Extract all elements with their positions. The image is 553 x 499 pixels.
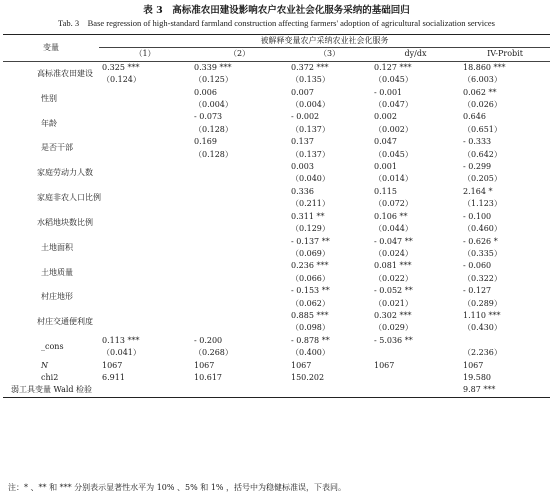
table-title-cn: 表 3 高标准农田建设影响农户农业社会化服务采纳的基础回归 (143, 5, 410, 16)
std-error-cell: （0.045） (374, 149, 413, 159)
std-error-cell: （0.129） (291, 224, 330, 234)
coefficient-cell: 0.003 (291, 162, 314, 172)
coefficient-cell: 0.302 *** (374, 310, 412, 320)
variable-name: 村庄地形 (41, 292, 73, 302)
table-row (3, 384, 550, 397)
coefficient-cell: - 0.052 ** (374, 286, 413, 296)
coefficient-cell: - 0.153 ** (291, 286, 330, 296)
table-row (3, 285, 550, 297)
std-error-cell: （0.045） (374, 75, 413, 85)
coefficient-cell: - 0.002 (291, 112, 320, 122)
std-error-cell: （0.022） (374, 273, 413, 283)
variable-name: 年龄 (41, 118, 57, 128)
statistic-name: 弱工具变量 Wald 检验 (3, 384, 99, 397)
std-error-cell: （0.066） (291, 273, 330, 283)
statistic-name: chi2 (41, 372, 59, 382)
statistic-cell: 1067 (374, 360, 395, 370)
coefficient-cell: - 0.878 ** (291, 335, 330, 345)
std-error-cell: （0.044） (374, 224, 413, 234)
coefficient-cell (191, 211, 288, 223)
coefficient-cell (191, 186, 288, 198)
coefficient-cell (99, 310, 191, 322)
table-row (3, 335, 550, 347)
coefficient-cell (191, 236, 288, 248)
statistic-cell (371, 372, 460, 384)
std-error-cell: （0.124） (102, 75, 141, 85)
coefficient-cell: 0.001 (374, 162, 397, 172)
coefficient-cell: - 0.127 (463, 286, 492, 296)
std-error-cell: （0.024） (374, 248, 413, 258)
coefficient-cell: 0.127 *** (374, 62, 412, 72)
coefficient-cell (191, 310, 288, 322)
std-error-cell (99, 198, 191, 210)
std-error-cell (371, 347, 460, 359)
table-title-en: Tab. 3 Base regression of high-standard farmland construction affecting farmers' adoption of agricultural socialization services (58, 18, 495, 28)
table-row (3, 186, 550, 198)
coefficient-cell: - 0.047 ** (374, 236, 413, 246)
coefficient-cell (191, 260, 288, 272)
coefficient-cell (191, 285, 288, 297)
coefficient-cell: - 0.299 (463, 162, 492, 172)
coefficient-cell: - 0.200 (194, 335, 223, 345)
coefficient-cell: 0.006 (194, 87, 217, 97)
variable-name: 土地面积 (41, 242, 73, 252)
variable-name: 家庭劳动力人数 (37, 168, 93, 178)
coefficient-cell (99, 285, 191, 297)
statistic-cell (288, 384, 371, 397)
std-error-cell (191, 173, 288, 185)
model-header: （1） (99, 48, 191, 61)
std-error-cell: （0.041） (102, 348, 141, 358)
std-error-cell: （0.460） (463, 224, 502, 234)
coefficient-cell: 0.106 ** (374, 211, 408, 221)
coefficient-cell (460, 335, 550, 347)
statistic-cell: 6.911 (102, 372, 125, 382)
variable-header: 变量 (3, 35, 99, 62)
std-error-cell: （0.072） (374, 199, 413, 209)
statistic-cell: 1067 (463, 360, 484, 370)
coefficient-cell (99, 111, 191, 123)
variable-name: 高标准农田建设 (37, 69, 93, 79)
std-error-cell: （0.029） (374, 323, 413, 333)
std-error-cell (99, 173, 191, 185)
table-row (3, 136, 550, 148)
coefficient-cell (99, 236, 191, 248)
coefficient-cell: 0.325 *** (102, 62, 140, 72)
table-row (3, 161, 550, 173)
std-error-cell: （0.289） (463, 298, 502, 308)
table-row (3, 360, 550, 372)
coefficient-cell: 0.081 *** (374, 261, 412, 271)
statistic-cell: 19.580 (463, 372, 491, 382)
std-error-cell (191, 322, 288, 334)
statistic-cell: 1067 (194, 360, 215, 370)
std-error-cell (191, 248, 288, 260)
variable-name: 性别 (41, 93, 57, 103)
variable-name: 家庭非农人口比例 (37, 193, 101, 203)
std-error-cell: （2.236） (463, 348, 502, 358)
std-error-cell: （0.021） (374, 298, 413, 308)
std-error-cell (191, 223, 288, 235)
coefficient-cell: 0.311 ** (291, 211, 325, 221)
table-row (3, 111, 550, 123)
std-error-cell: （0.004） (194, 100, 233, 110)
std-error-cell: （0.040） (291, 174, 330, 184)
statistic-cell (191, 384, 288, 397)
std-error-cell: （0.014） (374, 174, 413, 184)
coefficient-cell: - 0.060 (463, 261, 492, 271)
coefficient-cell (99, 87, 191, 99)
std-error-cell (191, 198, 288, 210)
statistic-cell: 10.617 (194, 372, 222, 382)
std-error-cell: （0.211） (291, 199, 330, 209)
table-row (3, 87, 550, 99)
std-error-cell: （0.137） (291, 149, 330, 159)
dependent-variable-header: 被解释变量农户采纳农业社会化服务 (99, 35, 550, 48)
coefficient-cell (99, 136, 191, 148)
variable-name: _cons (41, 341, 64, 351)
std-error-cell: （0.135） (291, 75, 330, 85)
coefficient-cell: 0.646 (463, 112, 486, 122)
model-header: dy/dx (371, 48, 460, 61)
coefficient-cell: - 0.001 (374, 87, 403, 97)
std-error-cell (99, 124, 191, 136)
std-error-cell: （0.651） (463, 124, 502, 134)
std-error-cell: （0.125） (194, 75, 233, 85)
std-error-cell: （0.047） (374, 100, 413, 110)
coefficient-cell (99, 186, 191, 198)
std-error-cell: （0.137） (291, 124, 330, 134)
statistic-cell: 9.87 *** (460, 384, 550, 397)
variable-name: 村庄交通便利度 (37, 317, 93, 327)
coefficient-cell: 0.339 *** (194, 62, 232, 72)
model-header: IV-Probit (460, 48, 550, 61)
statistic-cell (99, 384, 191, 397)
std-error-cell: （0.430） (463, 323, 502, 333)
table-row (3, 372, 550, 384)
table-row (3, 260, 550, 272)
std-error-cell (99, 322, 191, 334)
coefficient-cell (191, 161, 288, 173)
coefficient-cell: - 0.100 (463, 211, 492, 221)
std-error-cell (99, 273, 191, 285)
std-error-cell: （1.123） (463, 199, 502, 209)
regression-table (3, 34, 550, 398)
std-error-cell (99, 248, 191, 260)
std-error-cell: （0.069） (291, 248, 330, 258)
coefficient-cell: 0.236 *** (291, 261, 329, 271)
variable-name: 水稻地块数比例 (37, 217, 93, 227)
model-header: （2） (191, 48, 288, 61)
std-error-cell: （0.205） (463, 174, 502, 184)
table-row (3, 310, 550, 322)
std-error-cell: （0.268） (194, 348, 233, 358)
statistic-cell: 1067 (291, 360, 312, 370)
coefficient-cell: 0.137 (291, 137, 314, 147)
std-error-cell: （0.004） (291, 100, 330, 110)
model-header: （3） (288, 48, 371, 61)
std-error-cell: （0.335） (463, 248, 502, 258)
std-error-cell: （0.322） (463, 273, 502, 283)
coefficient-cell: - 5.036 ** (374, 335, 413, 345)
coefficient-cell: 0.062 ** (463, 87, 497, 97)
table-row (3, 236, 550, 248)
std-error-cell (99, 99, 191, 111)
statistic-cell: 1067 (102, 360, 123, 370)
coefficient-cell: 0.372 *** (291, 62, 329, 72)
std-error-cell (99, 149, 191, 161)
table-row (3, 211, 550, 223)
std-error-cell (99, 298, 191, 310)
coefficient-cell: 0.047 (374, 137, 397, 147)
coefficient-cell (99, 211, 191, 223)
coefficient-cell: 0.002 (374, 112, 397, 122)
statistic-cell: 150.202 (291, 372, 325, 382)
coefficient-cell: 2.164 * (463, 186, 493, 196)
std-error-cell (191, 298, 288, 310)
coefficient-cell: 0.007 (291, 87, 314, 97)
coefficient-cell: 0.336 (291, 186, 314, 196)
variable-name: 土地质量 (41, 267, 73, 277)
coefficient-cell: 0.885 *** (291, 310, 329, 320)
std-error-cell (99, 223, 191, 235)
coefficient-cell (99, 260, 191, 272)
variable-name: 是否干部 (41, 143, 73, 153)
coefficient-cell: 0.113 *** (102, 335, 140, 345)
std-error-cell: （0.002） (374, 124, 413, 134)
coefficient-cell: 1.110 *** (463, 310, 501, 320)
std-error-cell: （6.003） (463, 75, 502, 85)
table-body (3, 61, 550, 397)
table-note: 注：* 、** 和 *** 分别表示显著性水平为 10% 、5% 和 1% ，括号中为稳健标准误，下表同。 (8, 483, 347, 492)
statistic-name: N (41, 360, 48, 370)
std-error-cell: （0.026） (463, 100, 502, 110)
std-error-cell: （0.128） (194, 149, 233, 159)
coefficient-cell: - 0.626 * (463, 236, 498, 246)
coefficient-cell: 18.860 *** (463, 62, 506, 72)
std-error-cell: （0.128） (194, 124, 233, 134)
std-error-cell: （0.642） (463, 149, 502, 159)
coefficient-cell (99, 161, 191, 173)
coefficient-cell: 0.169 (194, 137, 217, 147)
coefficient-cell: - 0.333 (463, 137, 492, 147)
coefficient-cell: - 0.137 ** (291, 236, 330, 246)
std-error-cell: （0.400） (291, 348, 330, 358)
statistic-cell (371, 384, 460, 397)
coefficient-cell: 0.115 (374, 186, 397, 196)
coefficient-cell: - 0.073 (194, 112, 223, 122)
std-error-cell (191, 273, 288, 285)
std-error-cell: （0.098） (291, 323, 330, 333)
table-row (3, 61, 550, 74)
std-error-cell: （0.062） (291, 298, 330, 308)
